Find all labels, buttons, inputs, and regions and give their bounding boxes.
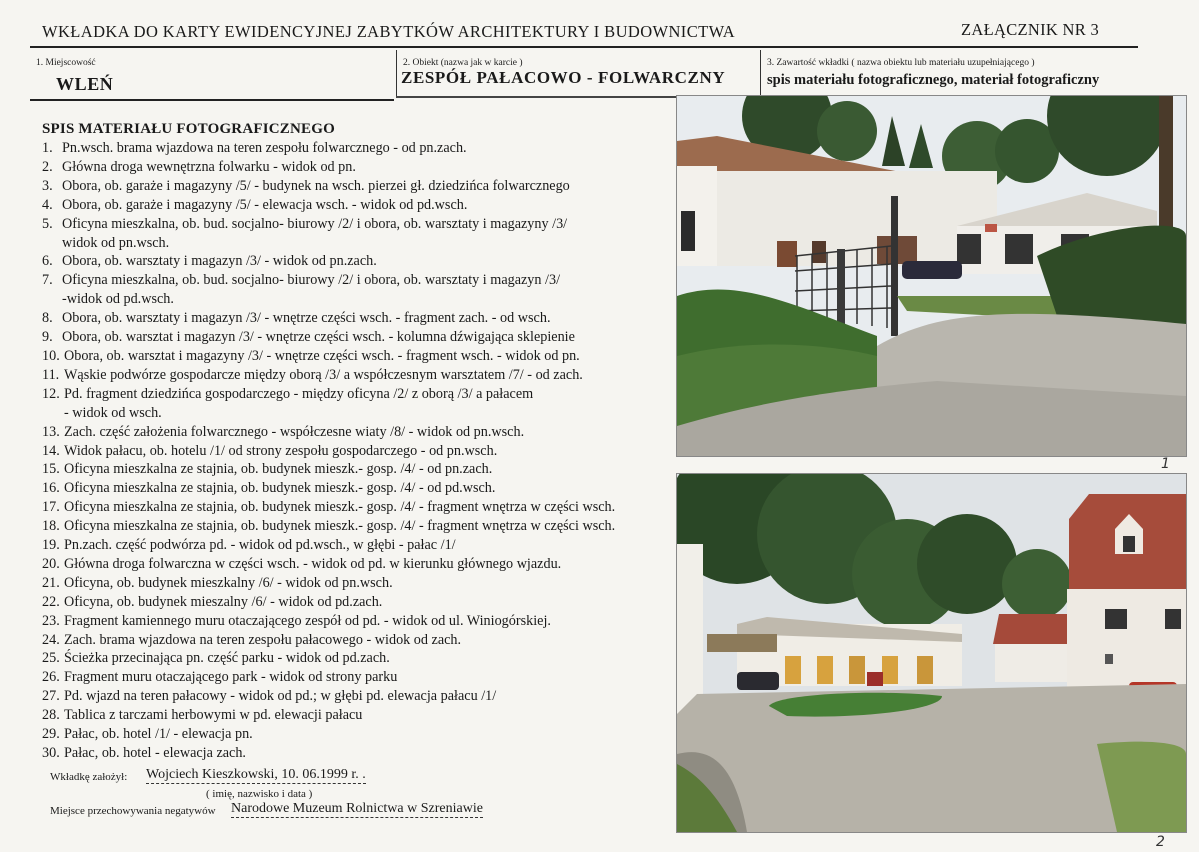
- list-item-number: 14.: [42, 442, 60, 459]
- list-item-text: Obora, ob. warsztaty i magazyn /3/ - widok od pn.zach.: [62, 253, 377, 270]
- list-item-text-continuation: - widok od wsch.: [64, 404, 162, 421]
- photo-list-title: SPIS MATERIAŁU FOTOGRAFICZNEGO: [42, 121, 335, 137]
- list-item-text: Oficyna mieszkalna ze stajnia, ob. budynek mieszk.- gosp. /4/ - fragment wnętrza w części wsch.: [64, 499, 616, 516]
- list-item-number: 27.: [42, 688, 60, 705]
- list-item-number: 13.: [42, 423, 60, 440]
- list-item: [42, 744, 672, 763]
- list-item: [42, 555, 672, 574]
- list-item: [42, 612, 672, 631]
- list-item-text-wrap: [64, 744, 246, 763]
- list-item-number: 10.: [42, 347, 60, 364]
- list-item: [42, 271, 672, 309]
- list-item-number: 9.: [42, 329, 53, 346]
- photo-2-number: 2: [1156, 834, 1165, 850]
- photo-1-image: [677, 96, 1186, 456]
- photo-1: [676, 95, 1187, 457]
- list-item-text: Pd. fragment dziedzińca gospodarczego - między oficyna /2/ z oborą /3/ a pałacem: [64, 385, 534, 402]
- list-item-number: 18.: [42, 518, 60, 535]
- list-item-text-wrap: [64, 612, 551, 631]
- list-item-text: Obora, ob. warsztat i magazyny /3/ - wnętrze części wsch. - fragment wsch. - widok od pn.: [64, 347, 580, 364]
- list-item: [42, 574, 672, 593]
- list-item: [42, 252, 672, 271]
- object-field: [396, 50, 760, 98]
- list-item-number: 25.: [42, 650, 60, 667]
- list-item: [42, 517, 672, 536]
- author-value: Wojciech Kieszkowski, 10. 06.1999 r. .: [146, 767, 366, 782]
- storage-value: Narodowe Muzeum Rolnictwa w Szreniawie: [231, 801, 483, 816]
- list-item: [42, 423, 672, 442]
- list-item-text: Obora, ob. garaże i magazyny /5/ - budynek na wsch. pierzei gł. dziedzińca folwarcznego: [62, 177, 570, 194]
- list-item-number: 21.: [42, 574, 60, 591]
- list-item: [42, 479, 672, 498]
- list-item: [42, 385, 672, 423]
- list-item-text-wrap: [64, 631, 461, 650]
- list-item-text: Oficyna mieszkalna, ob. bud. socjalno- biurowy /2/ i obora, ob. warsztaty i magazyny /3/: [62, 215, 568, 232]
- list-item-text: Oficyna mieszkalna ze stajnia, ob. budynek mieszk.- gosp. /4/ - fragment wnętrza w części wsch.: [64, 518, 616, 535]
- list-item: [42, 687, 672, 706]
- list-item-text-wrap: [64, 347, 580, 366]
- list-item-text-wrap: [62, 196, 467, 215]
- list-item-text-wrap: [62, 271, 560, 309]
- content-label: 3. Zawartość wkładki ( nazwa obiektu lub materiału uzupełniającego ): [767, 58, 1035, 68]
- list-item-number: 20.: [42, 555, 60, 572]
- list-item-text: Oficyna mieszkalna, ob. bud. socjalno- biurowy /2/ i obora, ob. warsztaty i magazyn /3/: [62, 272, 561, 289]
- annex-number: ZAŁĄCZNIK NR 3: [961, 20, 1100, 39]
- list-item-text-wrap: [64, 366, 583, 385]
- list-item: [42, 177, 672, 196]
- locality-field: [30, 50, 394, 98]
- list-item-number: 5.: [42, 215, 53, 232]
- photo-2: [676, 473, 1187, 833]
- list-item-number: 22.: [42, 593, 60, 610]
- list-item-text-wrap: [62, 215, 567, 253]
- list-item: [42, 328, 672, 347]
- list-item: [42, 442, 672, 461]
- photo-list: [42, 139, 672, 763]
- list-item-text: Główna droga wewnętrzna folwarku - widok od pn.: [62, 158, 356, 175]
- list-item-number: 19.: [42, 537, 60, 554]
- list-item-number: 15.: [42, 461, 60, 478]
- list-item-text-wrap: [64, 460, 492, 479]
- list-item-text-wrap: [64, 574, 393, 593]
- list-item-text: Oficyna, ob. budynek mieszkalny /6/ - widok od pn.wsch.: [64, 574, 393, 591]
- list-item: [42, 215, 672, 253]
- list-item-number: 24.: [42, 631, 60, 648]
- list-item: [42, 706, 672, 725]
- list-item-number: 30.: [42, 745, 60, 761]
- list-item-text-wrap: [62, 177, 570, 196]
- list-item-text-wrap: [64, 536, 456, 555]
- photo-1-number: 1: [1161, 456, 1170, 472]
- list-item-text-wrap: [64, 687, 496, 706]
- list-item-text-wrap: [64, 725, 253, 744]
- list-item-text-wrap: [64, 442, 497, 461]
- list-item-text-wrap: [64, 517, 615, 536]
- list-item-text: Obora, ob. garaże i magazyny /5/ - elewacja wsch. - widok od pd.wsch.: [62, 196, 468, 213]
- list-item-number: 16.: [42, 480, 60, 497]
- field-underline: [30, 99, 394, 101]
- list-item-number: 2.: [42, 158, 53, 175]
- author-label: Wkładkę założył:: [50, 771, 128, 783]
- list-item-text-wrap: [62, 309, 551, 328]
- list-item: [42, 536, 672, 555]
- list-item: [42, 196, 672, 215]
- list-item-text-wrap: [64, 668, 397, 687]
- list-item: [42, 593, 672, 612]
- list-item-text: Fragment muru otaczającego park - widok od strony parku: [64, 669, 398, 686]
- list-item-text: Fragment kamiennego muru otaczającego zespół od pd. - widok od ul. Winiogórskiej.: [64, 612, 551, 629]
- list-item-text: Oficyna mieszkalna ze stajnia, ob. budynek mieszk.- gosp. /4/ - od pd.wsch.: [64, 480, 496, 497]
- list-item: [42, 668, 672, 687]
- list-item: [42, 366, 672, 385]
- list-item-text-wrap: [62, 328, 575, 347]
- list-item: [42, 309, 672, 328]
- list-item-text-wrap: [64, 479, 495, 498]
- list-item-text: Pn.wsch. brama wjazdowa na teren zespołu folwarcznego - od pn.zach.: [62, 140, 467, 156]
- list-item: [42, 498, 672, 517]
- list-item-text-wrap: [62, 139, 467, 158]
- list-item-text: Główna droga folwarczna w części wsch. - widok od pd. w kierunku głównego wjazdu.: [64, 555, 562, 572]
- list-item-text: Widok pałacu, ob. hotelu /1/ od strony zespołu gospodarczego - od pn.wsch.: [64, 442, 498, 459]
- list-item-text: Pałac, ob. hotel /1/ - elewacja pn.: [64, 726, 253, 743]
- list-item-text-wrap: [64, 498, 615, 517]
- list-item-number: 29.: [42, 726, 60, 743]
- list-item: [42, 347, 672, 366]
- header-rule: [30, 46, 1138, 48]
- list-item-number: 4.: [42, 196, 53, 213]
- content-field: [760, 50, 1139, 98]
- list-item-text-wrap: [62, 158, 356, 177]
- list-item-text-wrap: [64, 593, 382, 612]
- list-item-text: Wąskie podwórze gospodarcze między oborą /3/ a współczesnym warsztatem /7/ - od zach.: [64, 366, 583, 383]
- list-item-text: Ścieżka przecinająca pn. część parku - widok od pd.zach.: [64, 650, 390, 667]
- list-item-text-wrap: [64, 385, 533, 423]
- object-label: 2. Obiekt (nazwa jak w karcie ): [403, 58, 523, 68]
- list-item-number: 11.: [42, 366, 60, 383]
- list-item-text: Obora, ob. warsztaty i magazyn /3/ - wnętrze części wsch. - fragment zach. - od wsch.: [62, 310, 551, 327]
- author-hint: ( imię, nazwisko i data ): [206, 788, 313, 800]
- list-item: [42, 631, 672, 650]
- list-item-text-wrap: [62, 252, 377, 271]
- list-item-text-wrap: [64, 423, 524, 442]
- list-item-text: Pd. wjazd na teren pałacowy - widok od pd.; w głębi pd. elewacja pałacu /1/: [64, 688, 497, 705]
- object-value: ZESPÓŁ PAŁACOWO - FOLWARCZNY: [401, 68, 726, 87]
- list-item-number: 17.: [42, 499, 60, 516]
- list-item-text-wrap: [64, 649, 390, 668]
- list-item-text-continuation: widok od pn.wsch.: [62, 234, 170, 251]
- list-item-number: 8.: [42, 310, 53, 327]
- storage-label: Miejsce przechowywania negatywów: [50, 805, 216, 817]
- document-title: WKŁADKA DO KARTY EWIDENCYJNEJ ZABYTKÓW ARCHITEKTURY I BUDOWNICTWA: [42, 22, 736, 41]
- list-item-number: 3.: [42, 177, 53, 194]
- photo-2-image: [677, 474, 1186, 832]
- list-item: [42, 460, 672, 479]
- list-item-text-continuation: -widok od pd.wsch.: [62, 291, 174, 308]
- list-item-number: 23.: [42, 612, 60, 629]
- list-item-text: Zach. część założenia folwarcznego - współczesne wiaty /8/ - widok od pn.wsch.: [64, 423, 525, 440]
- list-item-number: 7.: [42, 272, 53, 289]
- list-item-text-wrap: [64, 706, 362, 725]
- list-item-number: 28.: [42, 707, 60, 724]
- locality-label: 1. Miejscowość: [36, 58, 96, 68]
- list-item-text: Pałac, ob. hotel - elewacja zach.: [64, 745, 246, 761]
- list-item: [42, 158, 672, 177]
- content-value: spis materiału fotograficznego, materiał fotograficzny: [767, 72, 1100, 88]
- list-item-text: Zach. brama wjazdowa na teren zespołu pałacowego - widok od zach.: [64, 631, 462, 648]
- list-item-number: 12.: [42, 385, 60, 402]
- author-row: [50, 767, 366, 783]
- list-item-number: 6.: [42, 253, 53, 270]
- list-item: [42, 649, 672, 668]
- list-item-text: Oficyna mieszkalna ze stajnia, ob. budynek mieszk.- gosp. /4/ - od pn.zach.: [64, 461, 493, 478]
- list-item: [42, 725, 672, 744]
- list-item-number: 26.: [42, 669, 60, 686]
- list-item-text: Tablica z tarczami herbowymi w pd. elewacji pałacu: [64, 707, 363, 724]
- list-item: [42, 139, 672, 158]
- list-item-number: 1.: [42, 140, 53, 156]
- storage-row: [50, 801, 483, 817]
- list-item-text-wrap: [64, 555, 561, 574]
- list-item-text: Pn.zach. część podwórza pd. - widok od pd.wsch., w głębi - pałac /1/: [64, 537, 456, 554]
- list-item-text: Obora, ob. warsztat i magazyn /3/ - wnętrze części wsch. - kolumna dźwigająca sklepienie: [62, 329, 575, 346]
- locality-value: WLEŃ: [56, 74, 114, 94]
- list-item-text: Oficyna, ob. budynek mieszalny /6/ - widok od pd.zach.: [64, 593, 383, 610]
